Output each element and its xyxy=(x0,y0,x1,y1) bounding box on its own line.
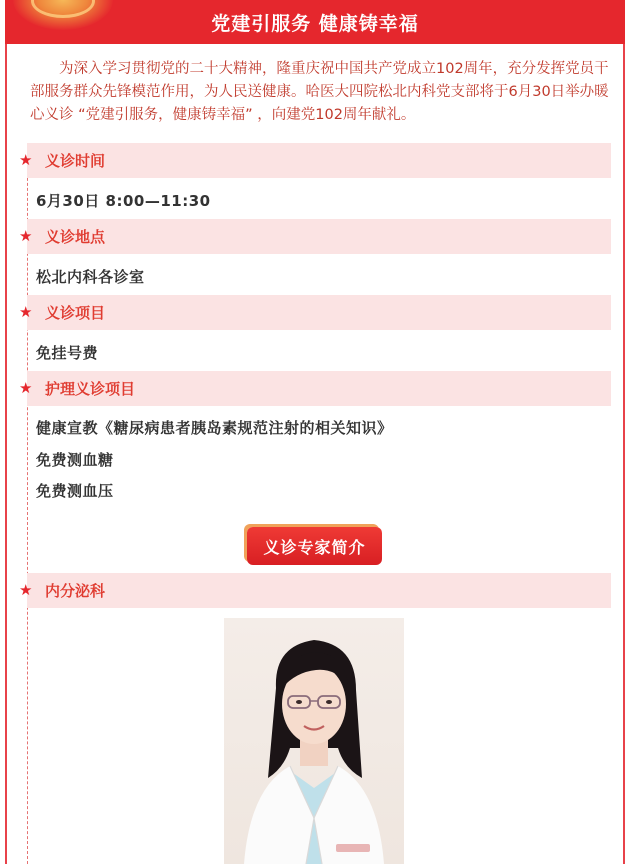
page-title: 党建引服务 健康铸幸福 xyxy=(211,12,419,35)
section-title: 内分泌科 xyxy=(45,582,106,600)
star-icon: ★ xyxy=(19,151,33,169)
section-header-location xyxy=(19,219,611,254)
section-header-items xyxy=(19,295,611,330)
experts-intro-label: 义诊专家简介 xyxy=(263,537,366,557)
star-icon: ★ xyxy=(19,227,33,245)
section-line: 健康宣教《糖尿病患者胰岛素规范注射的相关知识》 xyxy=(36,419,393,437)
star-icon: ★ xyxy=(19,581,33,599)
section-title: 义诊时间 xyxy=(45,152,106,170)
section-title: 护理义诊项目 xyxy=(45,380,136,398)
section-line: 松北内科各诊室 xyxy=(36,268,145,286)
doctor-photo xyxy=(224,618,404,864)
star-icon: ★ xyxy=(19,303,33,321)
header-banner xyxy=(5,0,625,44)
section-header-nursing xyxy=(19,371,611,406)
timeline-dashed-line xyxy=(27,153,28,864)
experts-intro-button[interactable] xyxy=(247,527,382,565)
doctor-portrait-illustration xyxy=(224,618,404,864)
section-title: 义诊项目 xyxy=(45,304,106,322)
section-header-department xyxy=(19,573,611,608)
section-line: 免费测血糖 xyxy=(36,451,114,469)
section-line: 免费测血压 xyxy=(36,482,114,500)
intro-paragraph: 为深入学习贯彻党的二十大精神，隆重庆祝中国共产党成立102周年，充分发挥党员干部服务群众先锋模范作用，为人民送健康。哈医大四院松北内科党支部将于6月30日举办暖心义诊 “党建引服务，健康铸幸福” ，向建党102周年献礼。 xyxy=(30,61,609,123)
section-line: 6月30日 8:00—11:30 xyxy=(36,192,211,210)
section-line: 免挂号费 xyxy=(36,344,99,362)
section-header-time xyxy=(19,143,611,178)
star-icon: ★ xyxy=(19,379,33,397)
section-title: 义诊地点 xyxy=(45,228,106,246)
